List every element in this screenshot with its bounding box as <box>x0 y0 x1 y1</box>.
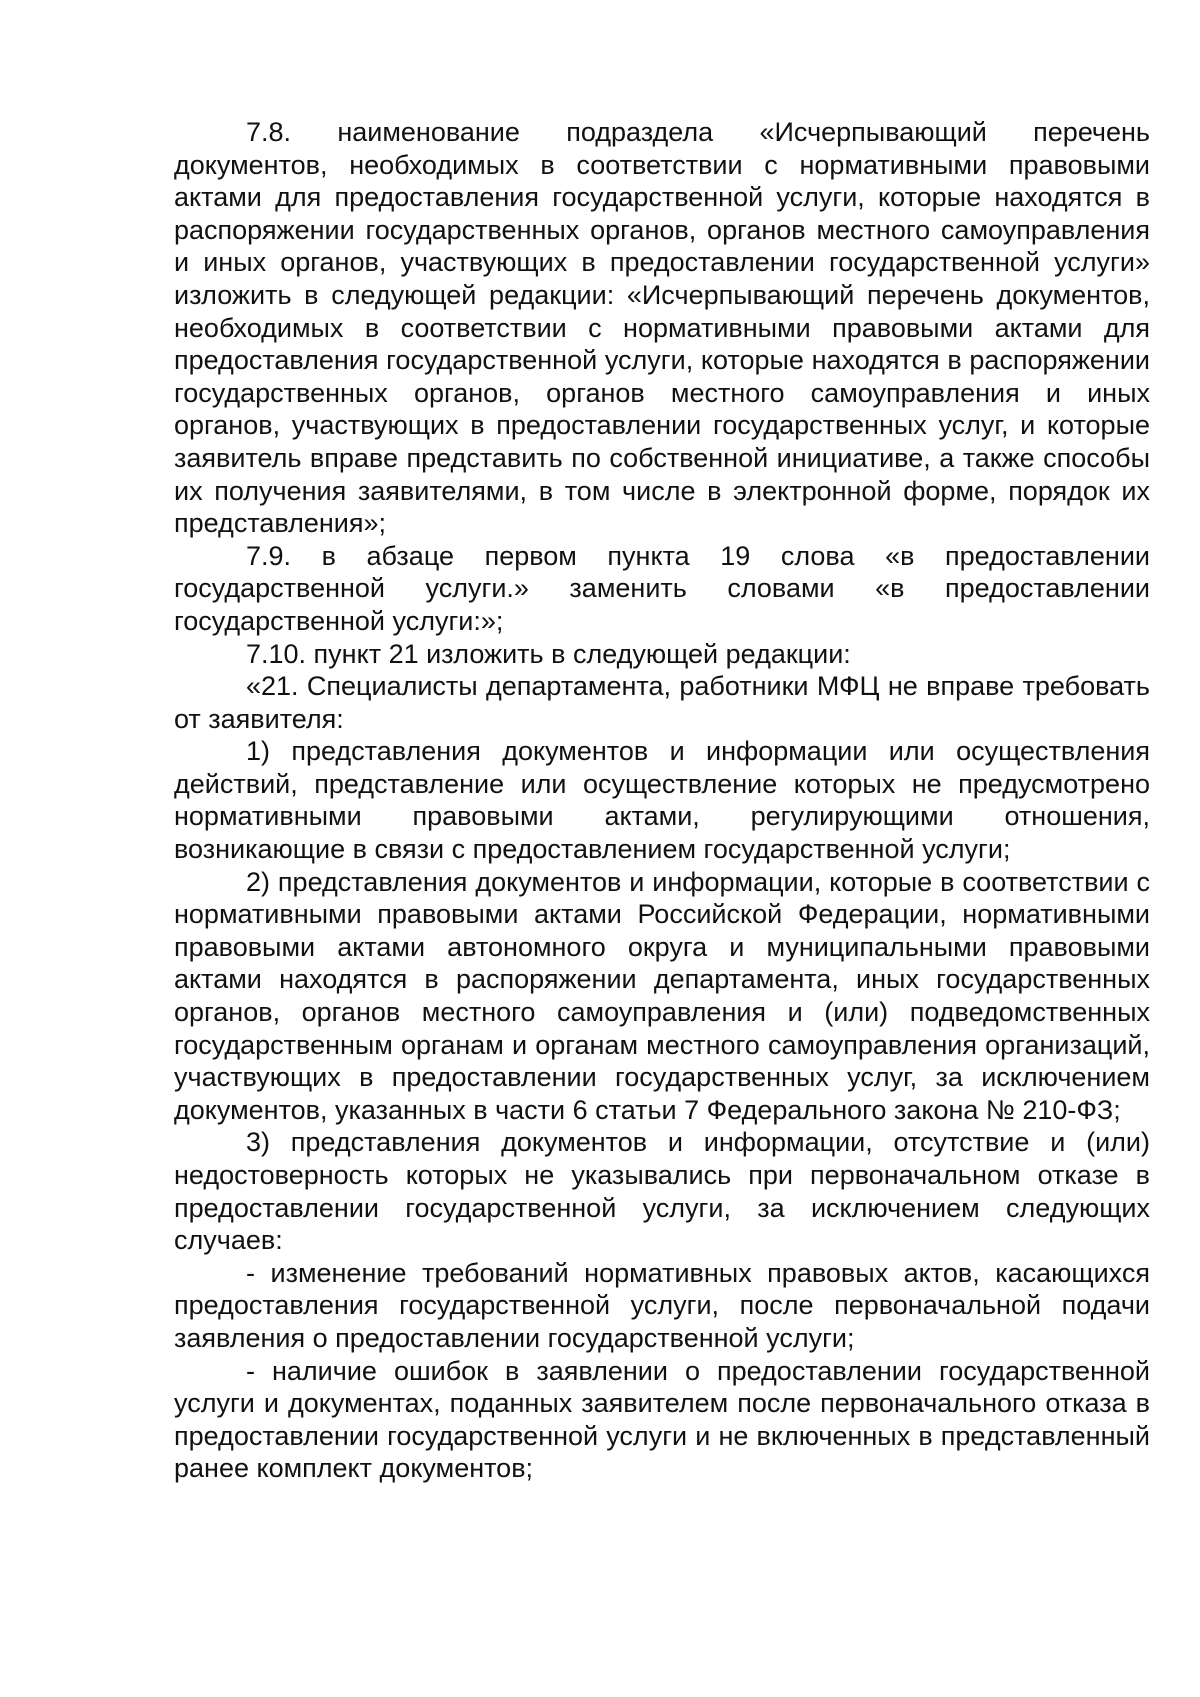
document-body <box>174 116 1150 1485</box>
list-item-2: 2) представления документов и информации, которые в соответствии с нормативными правовыми актами Российской Федерации, нормативными правовыми актами автономного округа и муниципальными правовыми актами находятся в распоряжении департамента, иных государственных органов, органов местного самоуправления и (или) подведомственных государственным органам и органам местного самоуправления организаций, участвующих в предоставлении государственных услуг, за исключением документов, указанных в части 6 статьи 7 Федерального закона № 210-ФЗ; <box>174 866 1150 1125</box>
paragraph-7-8: 7.8. наименование подраздела «Исчерпывающий перечень документов, необходимых в соответствии с нормативными правовыми актами для предоставления государственной услуги, которые находятся в распоряжении государственных органов, органов местного самоуправления и иных органов, участвующих в предоставлении государственной услуги» изложить в следующей редакции: «Исчерпывающий перечень документов, необходимых в соответствии с нормативными правовыми актами для предоставления государственной услуги, которые находятся в распоряжении государственных органов, органов местного самоуправления и иных органов, участвующих в предоставлении государственных услуг, и которые заявитель вправе представить по собственной инициативе, а также способы их получения заявителями, в том числе в электронной форме, порядок их представления»; <box>174 117 1150 539</box>
paragraph-21-intro: «21. Специалисты департамента, работники МФЦ не вправе требовать от заявителя: <box>174 671 1150 734</box>
sub-item-errors: - наличие ошибок в заявлении о предоставлении государственной услуги и документах, поданных заявителем после первоначального отказа в предоставлении государственной услуги и не включенных в представленный ранее комплект документов; <box>174 1355 1150 1484</box>
list-item-3: 3) представления документов и информации, отсутствие и (или) недостоверность которых не указывались при первоначальном отказе в предоставлении государственной услуги, за исключением следующих случаев: <box>174 1127 1150 1256</box>
list-item-1: 1) представления документов и информации или осуществления действий, представление или осуществление которых не предусмотрено нормативными правовыми актами, регулирующими отношения, возникающие в связи с предоставлением государственной услуги; <box>174 736 1150 865</box>
paragraph-7-9: 7.9. в абзаце первом пункта 19 слова «в предоставлении государственной услуги.» заменить словами «в предоставлении государственной услуги:»; <box>174 540 1150 636</box>
paragraph-7-10: 7.10. пункт 21 изложить в следующей редакции: <box>246 638 851 669</box>
sub-item-requirements-change: - изменение требований нормативных правовых актов, касающихся предоставления государственной услуги, после первоначальной подачи заявления о предоставлении государственной услуги; <box>174 1257 1150 1353</box>
